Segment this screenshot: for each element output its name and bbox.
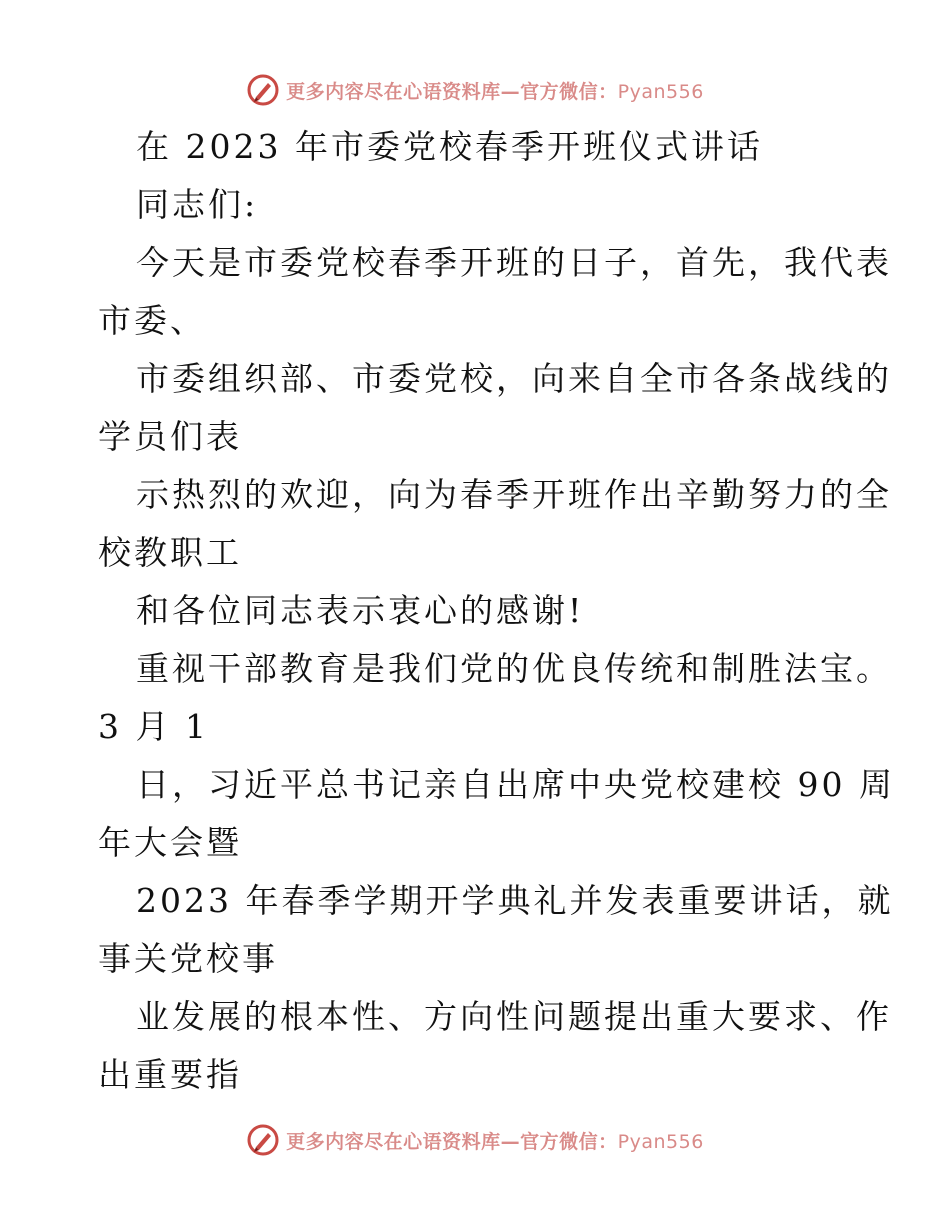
document-line: 市委、 — [98, 301, 206, 340]
pen-logo-icon — [246, 1123, 280, 1157]
document-line: 事关党校事 — [98, 939, 278, 978]
document-line: 出重要指 — [98, 1055, 242, 1094]
document-line: 同志们: — [136, 185, 259, 224]
document-line: 业发展的根本性、方向性问题提出重大要求、作 — [136, 997, 892, 1036]
document-line: 2023 年春季学期开学典礼并发表重要讲话，就 — [136, 881, 894, 920]
document-line: 示热烈的欢迎，向为春季开班作出辛勤努力的全 — [136, 475, 892, 514]
footer-watermark — [0, 1120, 950, 1160]
document-line: 学员们表 — [98, 417, 242, 456]
document-line: 重视干部教育是我们党的优良传统和制胜法宝。 — [136, 649, 892, 688]
document-line: 市委组织部、市委党校，向来自全市各条战线的 — [136, 359, 892, 398]
watermark-text: 更多内容尽在心语资料库—官方微信：Pyan556 — [286, 80, 704, 103]
document-line: 3 月 1 — [98, 707, 209, 746]
document-line: 今天是市委党校春季开班的日子，首先，我代表 — [136, 243, 892, 282]
pen-logo-icon — [246, 73, 280, 107]
header-watermark — [0, 70, 950, 110]
document-line: 校教职工 — [98, 533, 242, 572]
watermark-text: 更多内容尽在心语资料库—官方微信：Pyan556 — [286, 1130, 704, 1153]
document-line: 日，习近平总书记亲自出席中央党校建校 90 周 — [136, 765, 895, 804]
document-line: 在 2023 年市委党校春季开班仪式讲话 — [136, 127, 763, 166]
document-line: 年大会暨 — [98, 823, 242, 862]
document-body — [98, 118, 895, 1104]
document-line: 和各位同志表示衷心的感谢! — [136, 591, 585, 630]
